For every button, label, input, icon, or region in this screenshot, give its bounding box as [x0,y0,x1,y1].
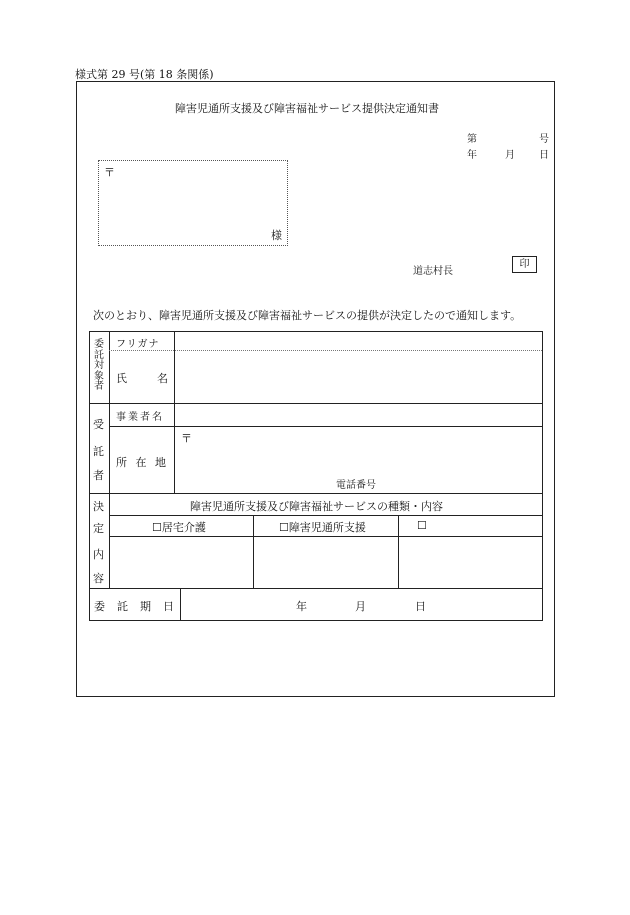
contractor-header-1: 受 [93,418,104,431]
contractor-header-3: 者 [93,469,104,482]
doc-no-dai: 第 [467,134,477,145]
option-child-day-support: ☐障害児通所支援 [279,521,366,534]
form-number: 様式第 29 号(第 18 条関係) [75,68,214,81]
period-day: 日 [415,600,426,613]
recipient-honorific: 様 [271,229,282,242]
furigana-label: フリガナ [116,339,160,350]
option-other: ☐ [417,519,427,532]
period-month: 月 [355,600,366,613]
seal-mark: 印 [512,256,537,273]
location-label: 所 在 地 [116,456,166,469]
issuer-name: 道志村長 [413,266,453,277]
phone-label: 電話番号 [336,480,376,491]
decision-header-2: 定 [93,522,104,535]
business-name-label: 事業者名 [116,412,164,423]
decision-header-4: 容 [93,572,104,585]
decision-header-3: 内 [93,548,104,561]
postal-mark: 〒 [104,166,115,179]
date-month: 月 [505,150,515,161]
decision-header-1: 決 [93,500,104,513]
period-year: 年 [296,600,307,613]
date-year: 年 [467,150,477,161]
option-home-care: ☐居宅介護 [152,521,206,534]
contractor-header-2: 託 [93,445,104,458]
document-title: 障害児通所支援及び障害福祉サービス提供決定通知書 [175,102,439,115]
date-day: 日 [539,150,549,161]
doc-no-go: 号 [539,134,549,145]
name-label: 氏 名 [116,372,168,385]
target-person-header: 委 託 対 象 者 [94,339,104,393]
location-postal-mark: 〒 [181,432,192,445]
service-type-title: 障害児通所支援及び障害福祉サービスの種類・内容 [190,500,443,513]
recipient-address-box [98,160,288,246]
body-text: 次のとおり、障害児通所支援及び障害福祉サービスの提供が決定したので通知します。 [93,309,522,322]
period-label: 委 託 期 日 [94,600,174,613]
